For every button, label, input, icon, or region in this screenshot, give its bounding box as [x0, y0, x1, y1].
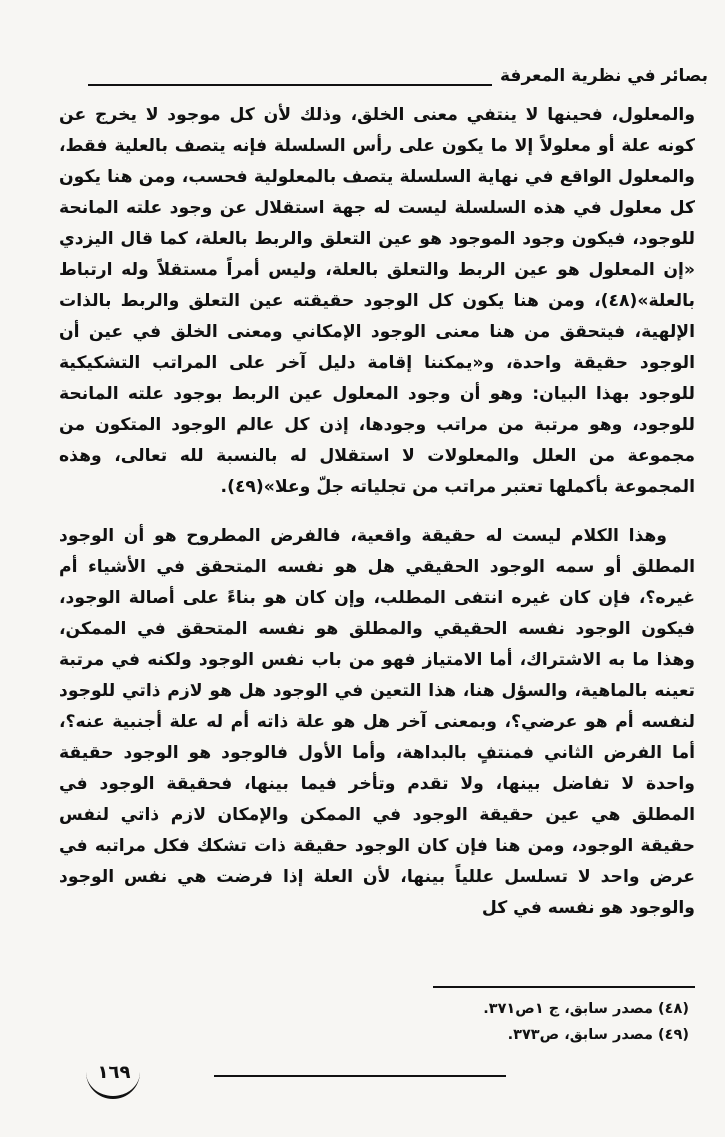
- body-text: [59, 100, 695, 924]
- footnote-separator: [433, 986, 695, 988]
- footnote-48: (٤٨) مصدر سابق، ج ١ص٣٧١.: [483, 1001, 689, 1017]
- footnotes: [189, 996, 689, 1048]
- page-number-ornament: [86, 1062, 146, 1102]
- header-title: بصائر في نظرية المعرفة: [500, 66, 708, 86]
- footnote-49: (٤٩) مصدر سابق، ص٣٧٣.: [507, 1027, 689, 1043]
- paragraph-2: وهذا الكلام ليست له حقيقة واقعية، فالفرض المطروح هو أن الوجود المطلق أو سمه الوجود الحقيقي هل هو نفسه المتحقق في الأشياء أم غيره؟، فإن كان غيره انتفى المطلب، وإن كان هو بناءً على أصالة الوجود، فيكون الوجود نفسه الحقيقي والمطلق هو نفسه المتحقق في الممكن، وهذا ما به الاشتراك، أما الامتياز فهو من باب نفس الوجود ولكنه في مرتبة تعينه بالماهية، والسؤل هنا، هذا التعين في الوجود هل هو لازم ذاتي للوجود لنفسه أم هو عرضي؟، وبمعنى آخر هل هو علة ذاته أم له علة أجنبية عنه؟، أما الفرض الثاني فمنتفٍ بالبداهة، وأما الأول فالوجود هو الوجود حقيقة واحدة لا تفاضل بينها، ولا تقدم وتأخر فيما بينها، فحقيقة الوجود في المطلق هي عين حقيقة الوجود في الممكن والإمكان لازم ذاتي لنفس حقيقة الوجود، ومن هنا فإن كان الوجود حقيقة ذات تشكك فكل مراتبه في عرض واحد لا تسلسل عللياً بينها، لأن العلة إذا فرضت هي نفس الوجود والوجود هو نفسه في كل: [59, 526, 695, 918]
- bottom-rule: [214, 1075, 506, 1077]
- header-rule: [88, 74, 492, 86]
- paragraph-1: والمعلول، فحينها لا ينتفي معنى الخلق، وذلك لأن كل موجود لا يخرج عن كونه علة أو معلولاً إلا ما يكون على رأس السلسلة فإنه يتصف بالعلية فقط، والمعلول الواقع في نهاية السلسلة يتصف بالمعلولية فحسب، ومن هنا يكون كل معلول في هذه السلسلة ليست له جهة استقلال عن وجود علته المانحة للوجود، فيكون وجود الموجود هو عين التعلق والربط بالعلة، كما قال اليزدي «إن المعلول هو عين الربط والتعلق بالعلة، وليس أمراً مستقلاً وله ارتباط بالعلة»(٤٨)، ومن هنا يكون كل الوجود حقيقته عين التعلق والربط بالذات الإلهية، فيتحقق من هنا معنى الوجود الإمكاني ومعنى الخلق في عين أن الوجود حقيقة واحدة، و«يمكننا إقامة دليل آخر على المراتب التشكيكية للوجود بهذا البيان: وهو أن وجود المعلول عين الربط بوجود علته المانحة للوجود، وهو مرتبة من مراتب وجودها، إذن كل عالم الوجود المتكون من مجموعة من العلل والمعلولات لا استقلال له بالنسبة لله تعالى، وهذه المجموعة بأكملها تعتبر مراتب من تجلياته جلّ وعلا»(٤٩).: [59, 105, 695, 497]
- running-header: [88, 58, 708, 90]
- page-number: ١٦٩: [97, 1062, 131, 1083]
